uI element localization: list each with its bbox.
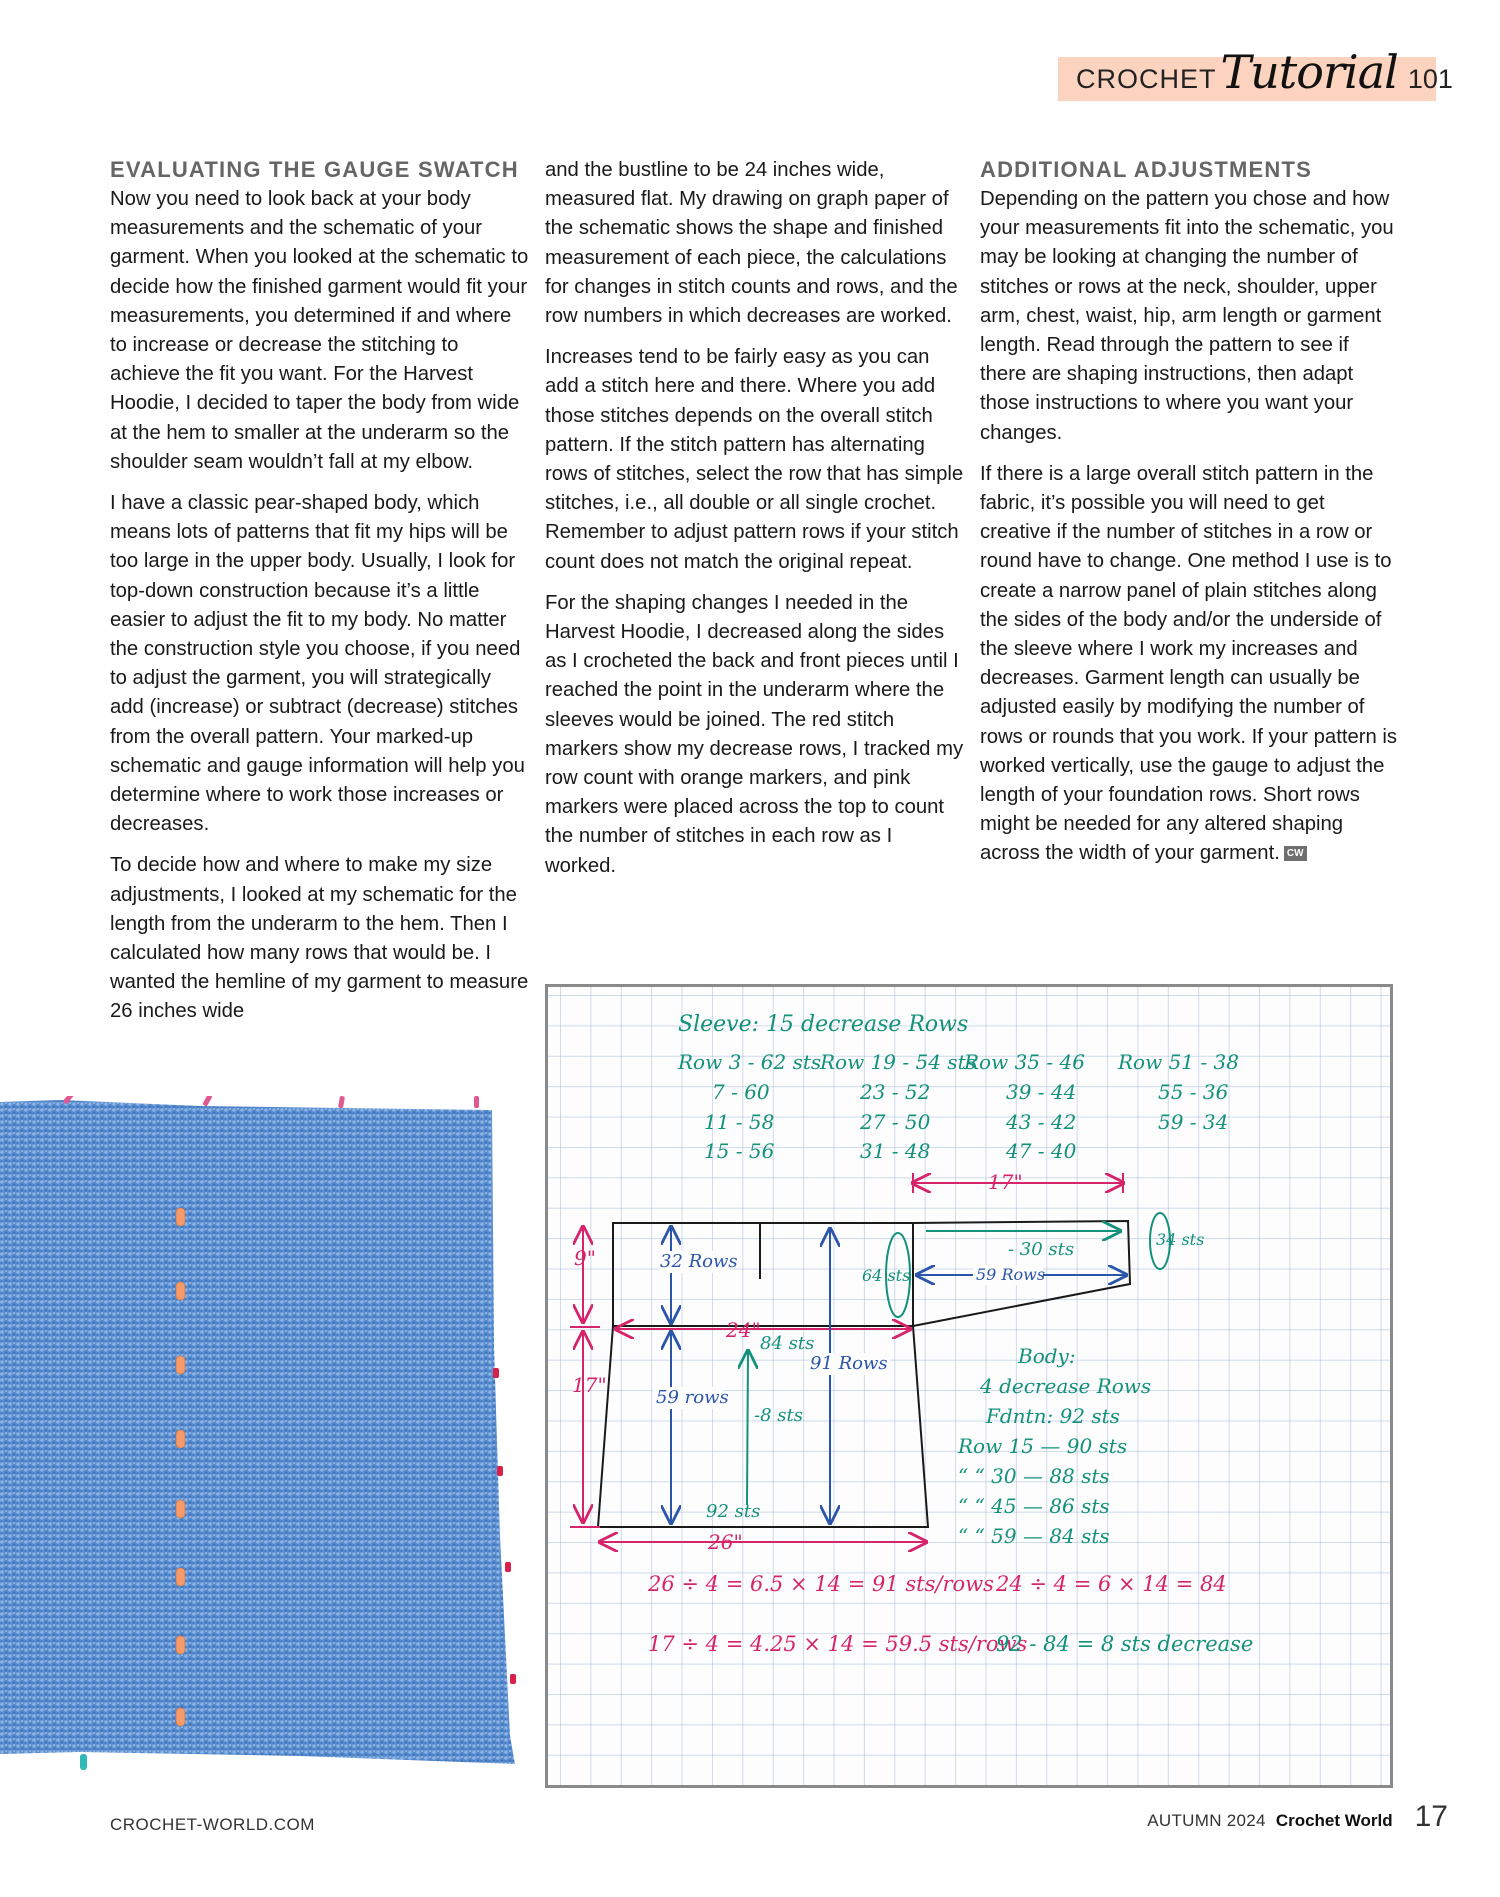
paragraph: and the bustline to be 24 inches wide, measured flat. My drawing on graph paper of the schematic shows the shape and finished measurement of each piece, the calculations for changes in stitch counts and rows, and the row numbers in which decreases are worked. — [545, 159, 958, 328]
sleeve-row: 23 - 52 — [860, 1080, 931, 1104]
sleeve-row: 15 - 56 — [704, 1139, 775, 1163]
article-column-3 — [980, 156, 1400, 881]
sleeve-row: 11 - 58 — [704, 1110, 775, 1134]
body-title: Body: — [1018, 1344, 1076, 1368]
rows-59-sleeve-label: 59 Rows — [976, 1265, 1046, 1284]
body-row: Row 15 — 90 sts — [958, 1434, 1128, 1458]
sleeve-row: 31 - 48 — [860, 1139, 931, 1163]
body-foundation: Fdntn: 92 sts — [986, 1404, 1120, 1428]
paragraph: Depending on the pattern you chose and how your measurements fit into the schematic, you may be looking at changing the number of stitches or rows at the neck, shoulder, upper arm, chest, waist, hip, arm length or garment length. Read through the pattern to see if there are shaping instructions, then adapt those instructions to where you want your changes. — [980, 188, 1394, 444]
sleeve-width-label: 17" — [988, 1170, 1023, 1194]
sleeve-title: Sleeve: 15 decrease Rows — [678, 1012, 969, 1037]
sts-64-label: 64 sts — [862, 1266, 911, 1285]
graph-paper-schematic — [545, 984, 1393, 1788]
footer-magazine-name: Crochet World — [1275, 1811, 1393, 1830]
footer-website: CROCHET-WORLD.COM — [110, 1815, 315, 1834]
rows-91-label: 91 Rows — [810, 1353, 888, 1374]
bust-width-label: 24" — [726, 1318, 761, 1342]
sts-84-label: 84 sts — [760, 1333, 815, 1354]
sleeve-row: Row 51 - 38 — [1118, 1050, 1239, 1074]
sleeve-row: 27 - 50 — [860, 1110, 931, 1134]
paragraph: To decide how and where to make my size adjustments, I looked at my schematic for the length from the underarm to the hem. Then I calculated how many rows that would be. I wanted the hemline of my garment to measure 26 inches wide — [110, 854, 529, 1023]
calc-hem: 26 ÷ 4 = 6.5 × 14 = 91 sts/rows — [648, 1572, 994, 1596]
rows-32-label: 32 Rows — [660, 1251, 738, 1272]
body-row: “ “ 30 — 88 sts — [958, 1464, 1110, 1488]
paragraph: Increases tend to be fairly easy as you can add a stitch here and there. Where you add those stitches depends on the overall stitch pattern. If the stitch pattern has alternating rows of stitches, select the row that has simple stitches, i.e., all double or all single crochet. Remember to adjust pattern rows if your stitch count does not match the original repeat. — [545, 346, 964, 573]
lower-height-label: 17" — [572, 1373, 607, 1397]
body-row: “ “ 59 — 84 sts — [958, 1524, 1110, 1548]
body-subtitle: 4 decrease Rows — [980, 1374, 1152, 1398]
sts-34-label: 34 sts — [1156, 1230, 1205, 1249]
calc-decrease: 92 - 84 = 8 sts decrease — [996, 1632, 1254, 1656]
sleeve-row: 7 - 60 — [712, 1080, 770, 1104]
sleeve-row: 55 - 36 — [1158, 1080, 1229, 1104]
page-number: 17 — [1414, 1800, 1448, 1833]
paragraph: Now you need to look back at your body measurements and the schematic of your garment. When you looked at the schematic to decide how the finished garment would fit your measurements, you determined if and where to increase or decrease the stitching to achieve the fit you want. For the Harvest Hoodie, I decided to taper the body from wide at the hem to smaller at the underarm so the shoulder seam wouldn’t fall at my elbow. — [110, 188, 529, 473]
paragraph-text: If there is a large overall stitch pattern in the fabric, it’s possible you will need to get creative if the number of stitches in a row or round have to change. One method I use is to create a narrow panel of plain stitches along the sides of the body and/or the underside of the sleeve where I work my increases and decreases. Garment length can usually be adjusted easily by modifying the number of rows or rounds that you work. If your pattern is worked vertically, use the gauge to adjust the length of your foundation rows. Short rows might be needed for any altered shaping across the width of your garment. — [980, 462, 1398, 865]
paragraph: I have a classic pear-shaped body, which means lots of patterns that fit my hips will be too large in the upper body. Usually, I look for top-down construction because it’s a little easier to adjust the fit to my body. No matter the construction style you choose, if you need to adjust the garment, you will strategically add (increase) or subtract (decrease) stitches from the overall pattern. Your marked-up schematic and gauge information will help you determine where to work those increases or decreases. — [110, 492, 525, 836]
header-number: 101 — [1407, 63, 1453, 94]
hem-width-label: 26" — [708, 1530, 743, 1554]
calc-bust: 24 ÷ 4 = 6 × 14 = 84 — [996, 1572, 1227, 1596]
paragraph: For the shaping changes I needed in the Harvest Hoodie, I decreased along the sides as I crocheted the back and front pieces until I reached the point in the underarm where the sleeves would be joined. The red stitch markers show my decrease rows, I tracked my row count with orange markers, and pink markers were placed across the top to count the number of stitches in each row as I worked. — [545, 591, 964, 877]
section-heading-additional-adjustments: ADDITIONAL ADJUSTMENTS — [980, 157, 1312, 182]
header-word-tutorial: Tutorial — [1220, 45, 1398, 99]
footer-issue: AUTUMN 2024 — [1147, 1811, 1266, 1830]
schematic-drawing — [548, 987, 1393, 1788]
cw-end-mark-icon: CW — [1284, 846, 1307, 861]
sleeve-row: Row 35 - 46 — [964, 1050, 1085, 1074]
rows-59-body-label: 59 rows — [656, 1387, 729, 1408]
sleeve-row: 43 - 42 — [1006, 1110, 1077, 1134]
crochet-swatch-photo — [0, 1096, 520, 1776]
calc-length: 17 ÷ 4 = 4.25 × 14 = 59.5 sts/rows — [648, 1632, 1028, 1656]
section-heading-gauge-swatch: EVALUATING THE GAUGE SWATCH — [110, 157, 519, 182]
minus-30-sts-label: - 30 sts — [1008, 1239, 1075, 1260]
sts-92-label: 92 sts — [706, 1501, 761, 1522]
sleeve-row: Row 19 - 54 sts — [820, 1050, 976, 1074]
footer-issue-info — [1147, 1800, 1448, 1834]
sleeve-row: 59 - 34 — [1158, 1110, 1229, 1134]
minus-8-sts-label: -8 sts — [754, 1405, 803, 1426]
upper-height-label: 9" — [574, 1246, 596, 1270]
article-column-1 — [110, 156, 530, 1039]
sleeve-row: 39 - 44 — [1006, 1080, 1077, 1104]
sleeve-row: 47 - 40 — [1006, 1139, 1077, 1163]
section-header-tab — [1058, 45, 1453, 101]
paragraph — [980, 460, 1400, 869]
teal-marker — [80, 1754, 87, 1770]
body-row: “ “ 45 — 86 sts — [958, 1494, 1110, 1518]
sleeve-row: Row 3 - 62 sts — [678, 1050, 822, 1074]
article-column-2 — [545, 156, 965, 893]
swatch-fabric — [0, 1100, 515, 1764]
header-word-crochet: CROCHET — [1076, 63, 1217, 94]
